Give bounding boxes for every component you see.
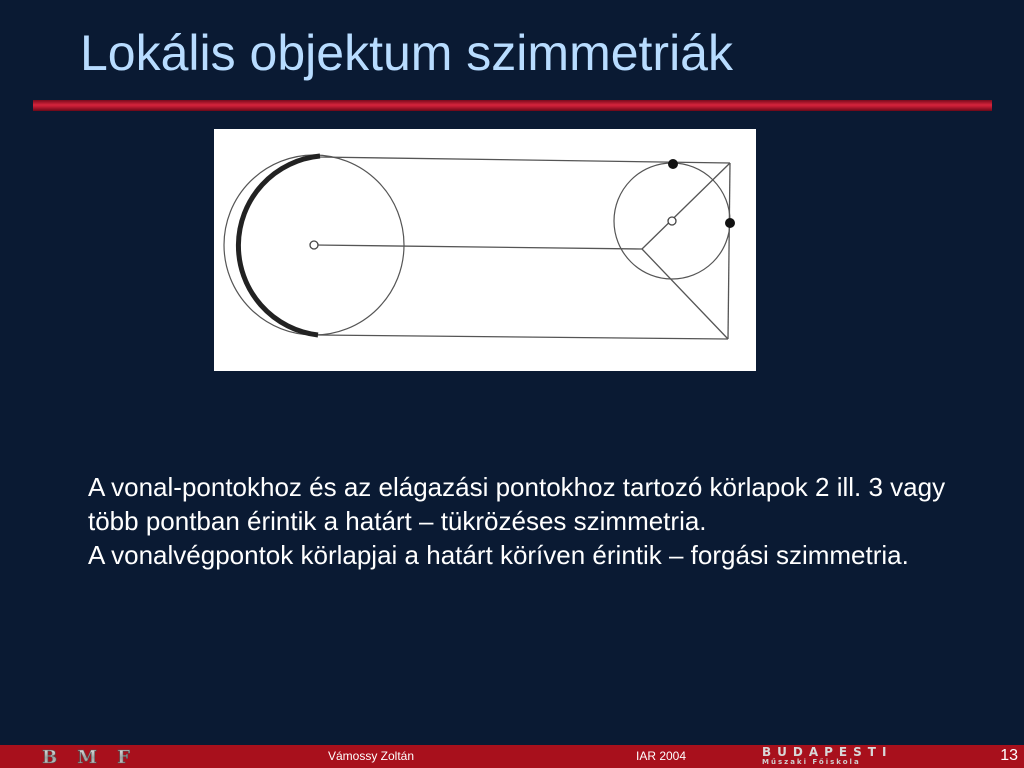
paragraph-reflection: A vonal-pontokhoz és az elágazási pontokhoz tartozó körlapok 2 ill. 3 vagy több pontban érintik a határt – tükrözéses szimmetria. <box>88 472 946 536</box>
footer-author: Vámossy Zoltán <box>328 749 415 763</box>
budapesti-logo <box>762 747 962 766</box>
bmf-logo-text: BMF <box>42 748 150 765</box>
footer-bar <box>0 745 1024 768</box>
budapesti-logo-bottom: Műszaki Főiskola <box>762 758 861 766</box>
paragraph-rotation: A vonalvégpontok körlapjai a határt köríven érintik – forgási szimmetria. <box>88 540 909 570</box>
bmf-logo <box>16 748 176 765</box>
budapesti-logo-top: BUDAPESTI <box>762 745 893 759</box>
tangent-point-right <box>725 218 735 228</box>
page-number: 13 <box>1000 747 1018 764</box>
center-point-large <box>310 241 318 249</box>
slide-title: Lokális objektum szimmetriák <box>80 25 733 81</box>
title-rule <box>33 100 992 111</box>
skeleton-lines <box>314 163 730 339</box>
tangent-point-top <box>668 159 678 169</box>
center-point-small <box>668 217 676 225</box>
body-text <box>88 470 948 572</box>
symmetry-diagram <box>214 129 756 371</box>
footer-event: IAR 2004 <box>636 749 687 763</box>
